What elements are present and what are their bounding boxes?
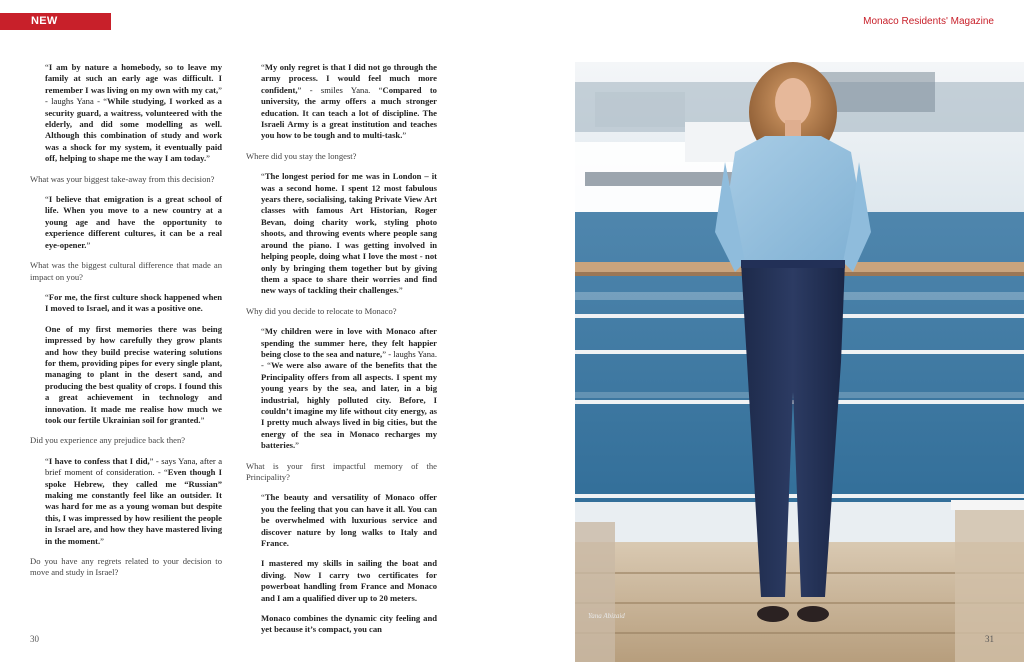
section-tag: NEW RESIDENT xyxy=(0,13,111,30)
magazine-title: Monaco Residents' Magazine xyxy=(863,16,994,27)
answer-paragraph: “I am by nature a homebody, so to leave my family at such an early age was difficult. I remember I was living on my own with my cat,” - laughs Yana - “While studying, I worked as a security guard, a waitress, volunteered with the elderly, and did some modelling as well. Although this combination of study and work was a shock for my system, it eventually paid off, helping to shape me the way I am today.” xyxy=(45,62,222,164)
photo-credit: Yana Abizaid xyxy=(588,612,625,620)
answer-paragraph: “I have to confess that I did,” - says Yana, after a brief moment of consideration. - “Even though I spoke Hebrew, they called me “Russian” making me constantly feel like an outsider. It was hard for me as a young woman but despite this, I was impressed by how resilient the people in Israel are, and how they have mastered living in the moment.” xyxy=(45,455,223,546)
question: Do you have any regrets related to your decision to move and study in Israel? xyxy=(30,556,222,578)
question: What is your first impactful memory of the Principality? xyxy=(246,460,437,482)
answer-paragraph: I mastered my skills in sailing the boat and diving. Now I carry two certificates for powerboat handling from France and Monaco and I am a qualified diver up to 20 meters. xyxy=(261,558,437,603)
page-number-right: 31 xyxy=(985,634,994,644)
answer-paragraph: “My only regret is that I did not go through the army process. I would feel much more confident,” - smiles Yana. “Compared to university, the army offers a much stronger education. It can teach a lot of discipline. The Israeli Army is a great institution and teaches you how to be tough and to multi-task.” xyxy=(261,62,437,141)
answer-paragraph: “I believe that emigration is a great school of life. When you move to a new country at a young age and have the opportunity to experience different cultures, it can be a real eye-opener.” xyxy=(45,194,222,250)
article-column-2 xyxy=(246,62,437,645)
answer-paragraph: “My children were in love with Monaco after spending the summer here, they felt happier being close to the sea and nature,” - laughs Yana. - “We were also aware of the benefits that the Principality offers from all aspects. I spent my young years by the sea, and later, in a big industrial, highly polluted city. Before, I couldn’t imagine my life without city energy, as I pretty much always lived in big cities, but the energy of the sea in Monaco recharges my batteries.” xyxy=(261,326,437,451)
photo-illustration xyxy=(575,62,1024,662)
article-column-1 xyxy=(30,62,222,588)
feature-photo xyxy=(575,62,1024,662)
answer-paragraph: Monaco combines the dynamic city feeling and yet because it’s compact, you can xyxy=(261,613,437,635)
answer-paragraph: “For me, the first culture shock happened when I moved to Israel, and it was a positive one. xyxy=(45,291,222,314)
answer-paragraph: “The beauty and versatility of Monaco offer you the feeling that you can have it all. You can be overwhelmed with luxurious service and discover nature by long walks to Italy and France. xyxy=(261,492,437,549)
answer-paragraph: One of my first memories there was being impressed by how carefully they grow plants and how they build precise watering solutions for them, providing pipes for every single plant, managing to plant in the desert sand, and producing the best quality of crops. I found this a great achievement in technology and innovation. It made me realise how much we took our fertile Ukrainian soil for granted.” xyxy=(45,323,222,425)
question: Where did you stay the longest? xyxy=(246,150,357,161)
question: Why did you decide to relocate to Monaco? xyxy=(246,305,397,316)
question: Did you experience any prejudice back then? xyxy=(30,435,186,446)
question: What was the biggest cultural difference that made an impact on you? xyxy=(30,260,222,282)
answer-paragraph: “The longest period for me was in London – it was a second home. I spent 12 most fabulous years there, socialising, taking Private View Art classes with famous Art Historian, Roger Bevan, doing charity work, styling photo shoots, and throwing events where people sang around the piano. I was getting involved in helping people, doing what I love the most - not only by bringing them together but by giving them a space to share their worries and find new ways of tackling their challenges.” xyxy=(261,171,437,296)
question: What was your biggest take-away from this decision? xyxy=(30,173,215,184)
page-number-left: 30 xyxy=(30,634,39,644)
